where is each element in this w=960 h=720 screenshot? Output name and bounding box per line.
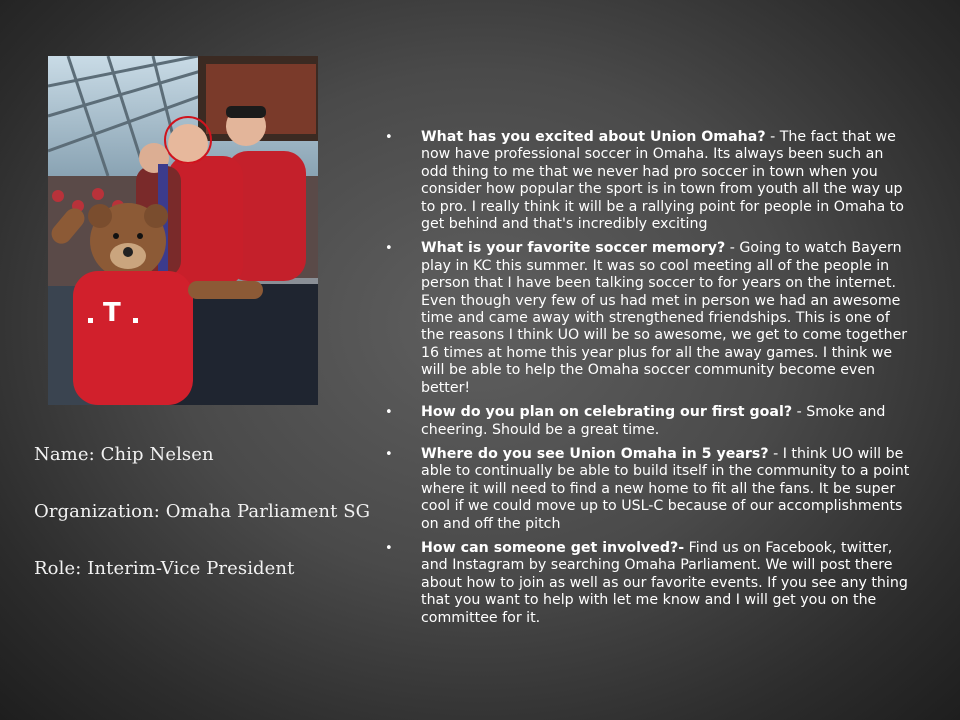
bullet-icon: • bbox=[385, 405, 393, 421]
name-value: Chip Nelsen bbox=[100, 444, 214, 465]
qa-answer: - I think UO will be able to continually be able to build itself in the community to a point where it will need to find a new home to fit all the fans. It be super cool if we could move up to USL-C because of our accomplishments on and off the pitch bbox=[421, 445, 910, 532]
organization-value: Omaha Parliament SG bbox=[165, 501, 371, 522]
qa-answer: - Smoke and cheering. Should be a great time. bbox=[421, 404, 886, 438]
bullet-icon: • bbox=[385, 130, 393, 145]
qa-question: Where do you see Union Omaha in 5 years? bbox=[421, 445, 769, 462]
qa-item bbox=[385, 404, 910, 439]
qa-answer: Find us on Facebook, twitter, and Instagram by searching Omaha Parliament. We will post there about how to join as well as our favorite events. If you see any thing that you want to help with let me know and I will get you on the committee for it. bbox=[421, 539, 908, 626]
qa-question: What has you excited about Union Omaha? bbox=[421, 129, 766, 145]
qa-item bbox=[385, 540, 910, 627]
info-organization bbox=[34, 501, 370, 522]
role-label: Role: bbox=[34, 558, 82, 579]
svg-text:T: T bbox=[103, 298, 121, 328]
qa-item bbox=[385, 129, 910, 233]
qa-question: How can someone get involved?- bbox=[421, 539, 685, 556]
info-role bbox=[34, 558, 294, 579]
bullet-icon: • bbox=[385, 446, 393, 462]
qa-answer: - Going to watch Bayern play in KC this summer. It was so cool meeting all of the people in person that I have been talking soccer to for years on the internet. Even though very few of us had met in person we had an awesome time and came away with strengthened friendships. This is one of the reasons I think UO will be so awesome, we get to come together 16 times at home this year plus for all the away games. I think we will be able to help the Omaha soccer community become even better! bbox=[421, 240, 908, 396]
bullet-icon: • bbox=[385, 241, 393, 257]
name-label: Name: bbox=[34, 444, 95, 465]
qa-list bbox=[385, 129, 910, 634]
qa-question: What is your favorite soccer memory? bbox=[421, 240, 726, 257]
info-name bbox=[34, 444, 214, 465]
photo-illustration bbox=[48, 56, 318, 405]
role-value: Interim-Vice President bbox=[87, 558, 295, 579]
organization-label: Organization: bbox=[34, 501, 160, 522]
qa-question: How do you plan on celebrating our first goal? bbox=[421, 404, 793, 421]
bullet-icon: • bbox=[385, 540, 393, 556]
stadium-photo bbox=[48, 56, 318, 405]
qa-answer: - The fact that we now have professional soccer in Omaha. Its always been such an odd thing to me that we never had pro soccer in town when you consider how popular the sport is in town from youth all the way up to pro. I really think it will be a rallying point for people in Omaha to get behind and that's incredibly exciting bbox=[421, 129, 904, 233]
qa-item bbox=[385, 240, 910, 397]
qa-item bbox=[385, 446, 910, 533]
